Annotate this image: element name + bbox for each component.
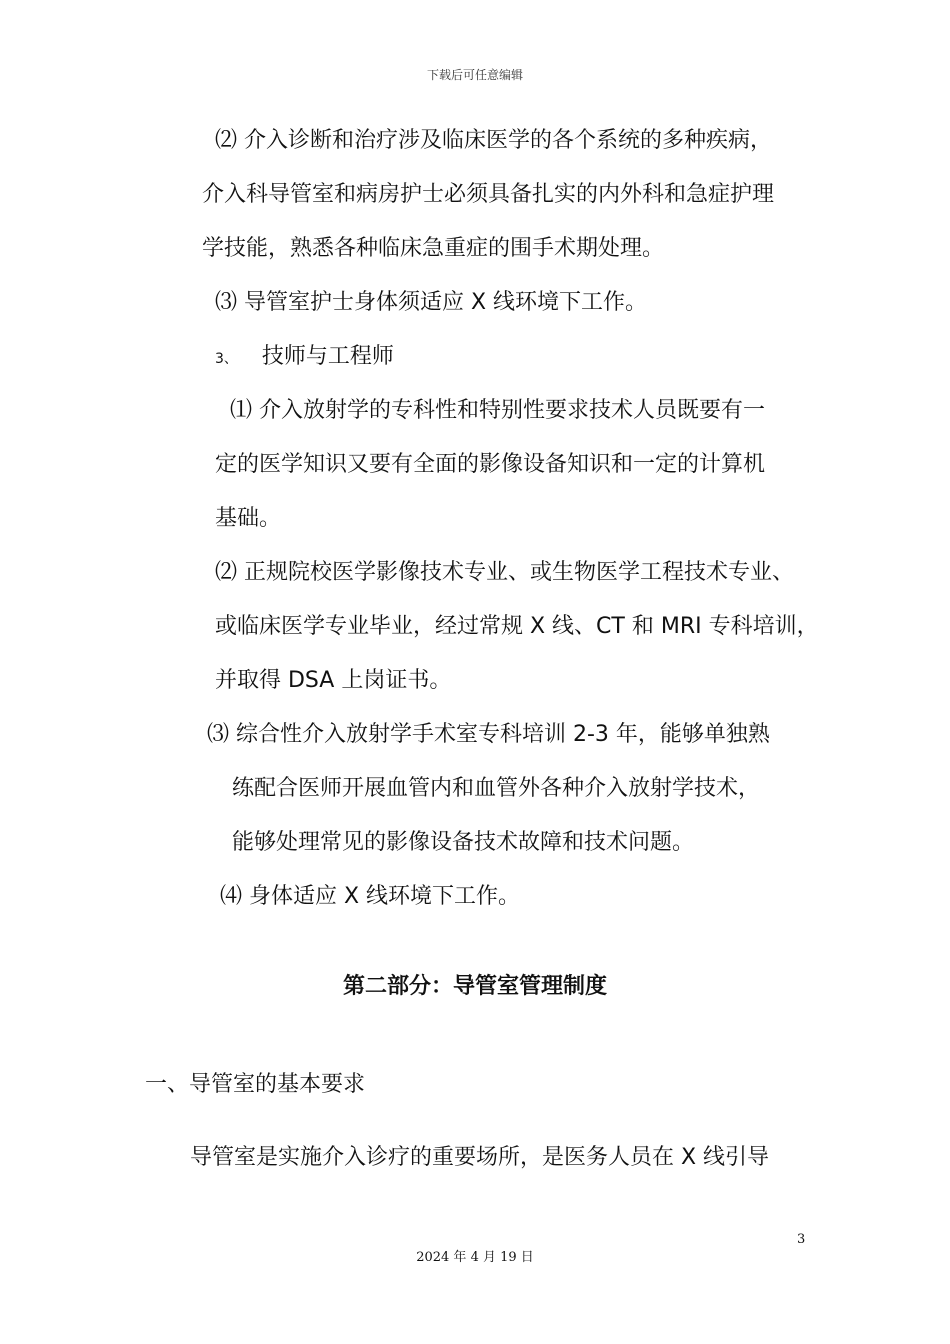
text-line: 练配合医师开展血管内和血管外各种介入放射学技术， bbox=[232, 776, 761, 801]
text-line: 学技能，熟悉各种临床急重症的围手术期处理。 bbox=[202, 236, 665, 261]
text-line: 并取得 DSA 上岗证书。 bbox=[215, 668, 452, 693]
text-line: ⑴ 介入放射学的专科性和特别性要求技术人员既要有一 bbox=[230, 398, 765, 423]
list-item-number: 3、 bbox=[215, 351, 238, 367]
list-item-title: 技师与工程师 bbox=[261, 344, 394, 369]
paragraph-line: 导管室是实施介入诊疗的重要场所，是医务人员在 X 线引导 bbox=[190, 1145, 770, 1170]
text-line: ⑶ 导管室护士身体须适应 X 线环境下工作。 bbox=[215, 290, 648, 315]
page-header: 下载后可任意编辑 bbox=[426, 68, 523, 82]
page-date: 2024 年 4 月 19 日 bbox=[416, 1250, 534, 1265]
text-line: 能够处理常见的影像设备技术故障和技术问题。 bbox=[232, 830, 695, 855]
text-line: ⑵ 正规院校医学影像技术专业、或生物医学工程技术专业、 bbox=[215, 560, 794, 585]
section-title: 第二部分：导管室管理制度 bbox=[342, 974, 607, 999]
list-item-heading bbox=[215, 342, 394, 374]
subheading: 一、导管室的基本要求 bbox=[145, 1072, 366, 1097]
page-number: 3 bbox=[797, 1232, 806, 1247]
text-line: 介入科导管室和病房护士必须具备扎实的内外科和急症护理 bbox=[202, 182, 775, 207]
text-line: 或临床医学专业毕业，经过常规 X 线、CT 和 MRI 专科培训， bbox=[215, 614, 819, 639]
text-line: ⑵ 介入诊断和治疗涉及临床医学的各个系统的多种疾病， bbox=[215, 128, 772, 153]
text-line: 基础。 bbox=[215, 506, 282, 531]
text-line: ⑷ 身体适应 X 线环境下工作。 bbox=[220, 884, 521, 909]
text-line: 定的医学知识又要有全面的影像设备知识和一定的计算机 bbox=[215, 452, 766, 477]
text-line: ⑶ 综合性介入放射学手术室专科培训 2-3 年，能够单独熟 bbox=[207, 722, 770, 747]
